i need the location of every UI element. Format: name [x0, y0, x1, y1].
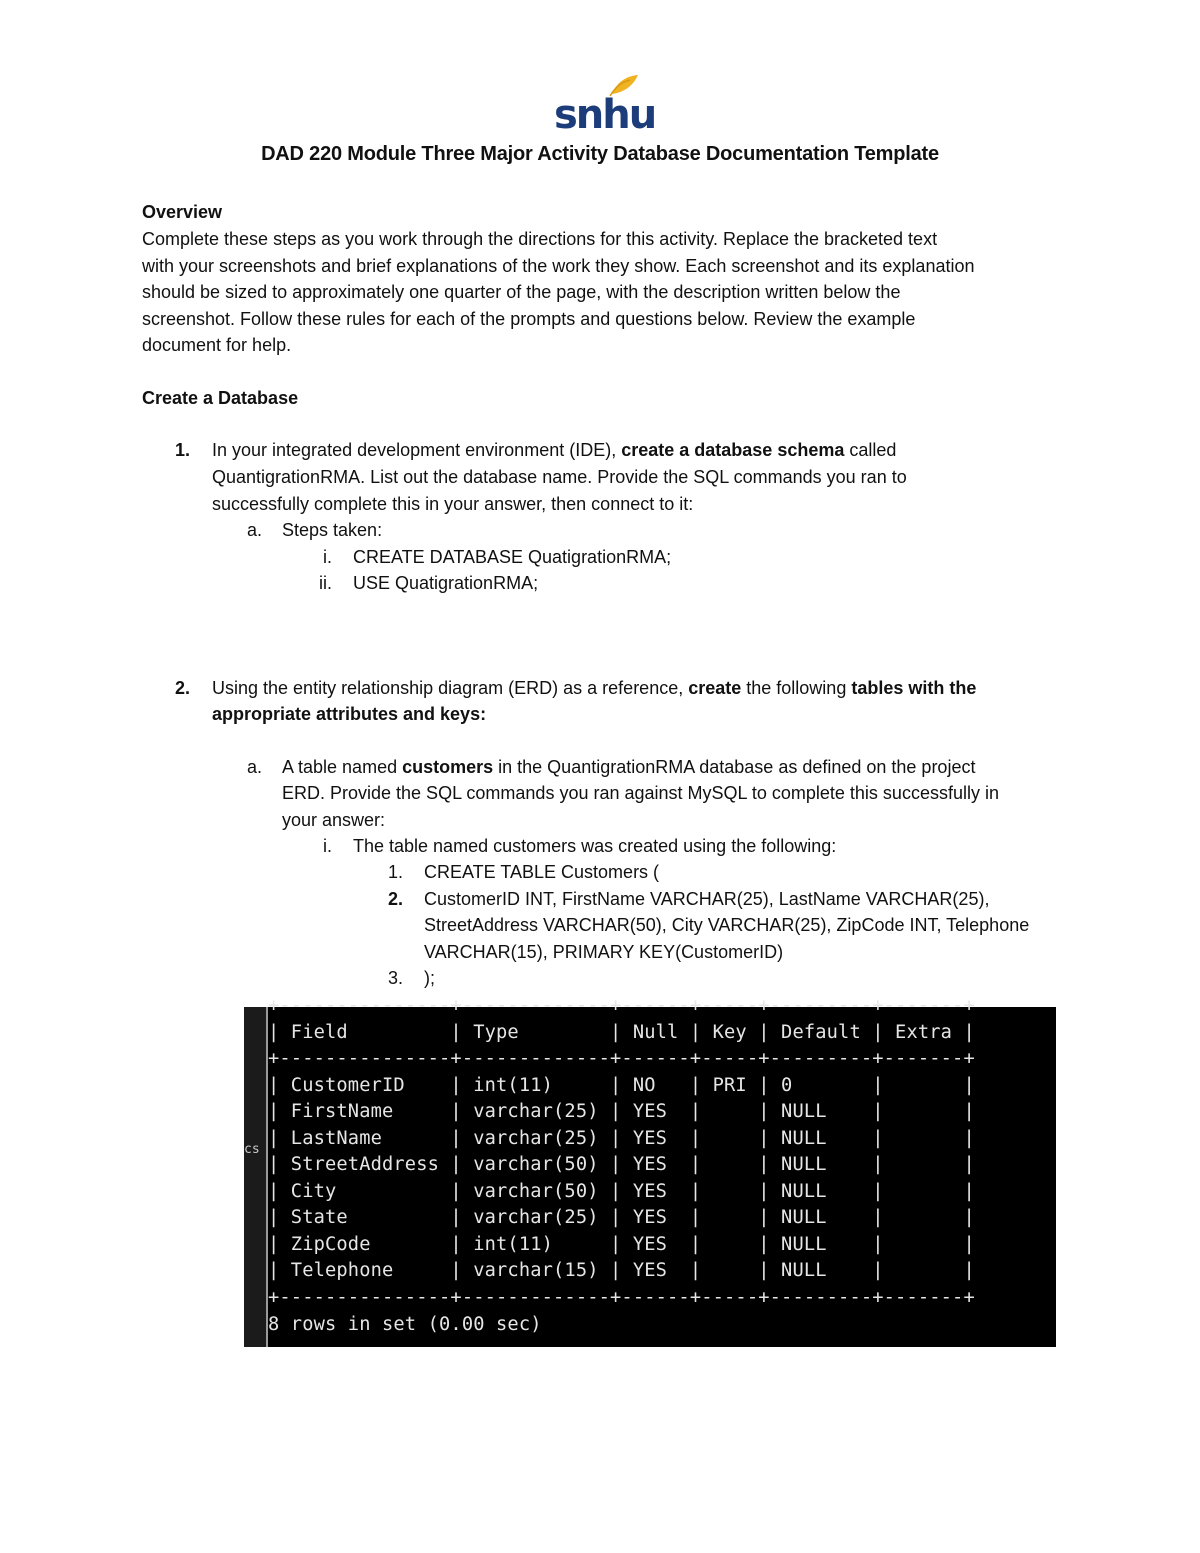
step-marker: i. [323, 547, 332, 567]
overview-line: Complete these steps as you work through the directions for this activity. Replace the bracketed text [142, 229, 938, 249]
leaf-icon [552, 72, 656, 138]
terminal-side-label: cs [244, 1142, 260, 1157]
sub-marker: a. [247, 757, 263, 777]
step-marker: ii. [319, 573, 332, 593]
sub-item-text: Steps taken: [282, 520, 383, 540]
overview-line: screenshot. Follow these rules for each of the prompts and questions below. Review the example [142, 309, 916, 329]
overview-line: should be sized to approximately one quarter of the page, with the description written below the [142, 282, 901, 302]
item-number: 1. [175, 440, 191, 460]
step-text: USE QuatigrationRMA; [353, 573, 539, 593]
item1-line: successfully complete this in your answer, then connect to it: [212, 494, 694, 514]
item1-line: In your integrated development environment (IDE), create a database schema called [212, 440, 897, 460]
overview-line: document for help. [142, 335, 292, 355]
terminal-side-strip [244, 1007, 266, 1347]
terminal-screenshot [244, 995, 1056, 1347]
step-marker: i. [323, 836, 332, 856]
item1-line: QuantigrationRMA. List out the database name. Provide the SQL commands you ran to [212, 467, 907, 487]
code-marker: 3. [388, 968, 404, 988]
item2-line: appropriate attributes and keys: [212, 704, 487, 724]
step-text: CREATE DATABASE QuatigrationRMA; [353, 547, 672, 567]
overview-line: with your screenshots and brief explanations of the work they show. Each screenshot and its explanation [142, 256, 975, 276]
step-text: The table named customers was created using the following: [353, 836, 837, 856]
document-title: DAD 220 Module Three Major Activity Database Documentation Template [261, 143, 939, 165]
code-marker: 1. [388, 862, 404, 882]
describe-table-output: +---------------+-------------+------+-----+---------+-------+ | Field | Type | Null | Key | Default | Extra | +---------------+-------------+------+-----+---------+-------+ | CustomerID | int(11) | NO | PRI | 0 | | | FirstName | varchar(25) | YES | | NULL | | | LastName | varchar(25) | YES | | NULL | | | StreetAddress | varchar(50) | YES | | NULL | | | City | varchar(50) | YES | | NULL | | | State | varchar(25) | YES | | NULL | | | ZipCode | int(11) | YES | | NULL | | | Telephone | varchar(15) | YES | | NULL | | +---------------+-------------+------+-----+---------+-------+ 8 rows in set (0.00 sec) [268, 995, 975, 1335]
section-heading: Create a Database [142, 388, 299, 408]
sub-item-line: your answer: [282, 810, 386, 830]
code-line: ); [424, 968, 435, 988]
item2-line: Using the entity relationship diagram (ERD) as a reference, create the following tables with the [212, 678, 977, 698]
overview-heading: Overview [142, 202, 223, 222]
code-line: CustomerID INT, FirstName VARCHAR(25), LastName VARCHAR(25), [424, 889, 990, 909]
code-line: StreetAddress VARCHAR(50), City VARCHAR(25), ZipCode INT, Telephone [424, 915, 1030, 935]
sub-marker: a. [247, 520, 263, 540]
item-number: 2. [175, 678, 191, 698]
sub-item-line: ERD. Provide the SQL commands you ran against MySQL to complete this successfully in [282, 783, 999, 803]
code-marker: 2. [388, 889, 404, 909]
snhu-logo [552, 72, 656, 138]
code-line: CREATE TABLE Customers ( [424, 862, 660, 882]
code-line: VARCHAR(15), PRIMARY KEY(CustomerID) [424, 942, 784, 962]
svg-text:snhu: snhu [554, 92, 656, 138]
sub-item-line: A table named customers in the QuantigrationRMA database as defined on the project [282, 757, 976, 777]
